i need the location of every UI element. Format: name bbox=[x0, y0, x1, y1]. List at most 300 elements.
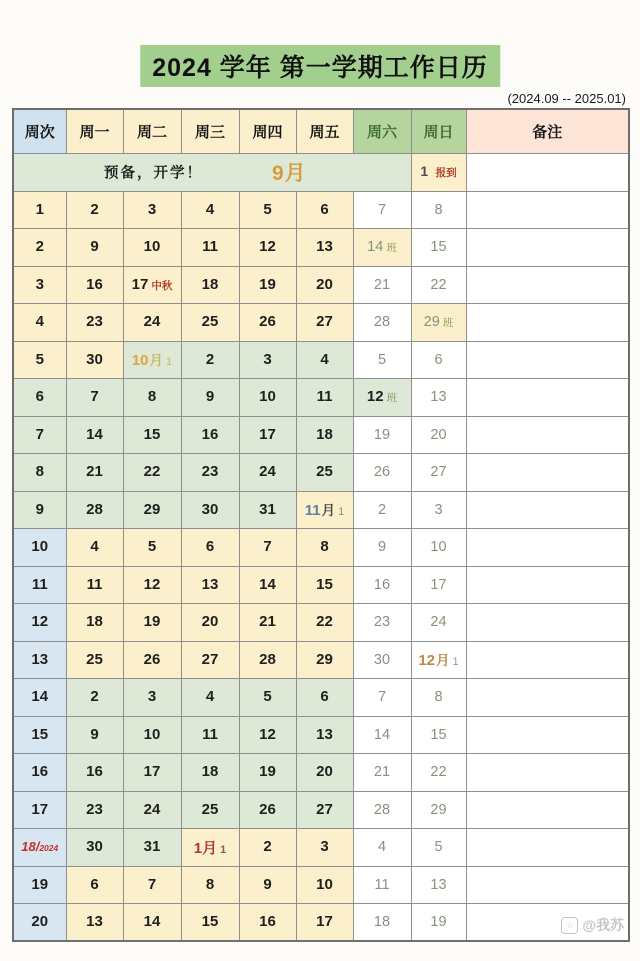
day-cell bbox=[239, 679, 296, 717]
cell-text: 25 bbox=[316, 463, 333, 481]
cell-text: 30 bbox=[201, 500, 219, 518]
day-cell bbox=[66, 829, 123, 867]
cell-text: 15 bbox=[31, 725, 49, 743]
day-cell bbox=[123, 304, 181, 342]
week-row bbox=[13, 454, 629, 492]
day-cell bbox=[181, 679, 239, 717]
cell-text: 班 bbox=[386, 242, 397, 255]
cell-text: 7 bbox=[35, 425, 44, 443]
cell-text: 13 bbox=[316, 725, 333, 743]
day-cell bbox=[296, 866, 353, 904]
cell-text: 8 bbox=[434, 201, 443, 218]
cell-text: 27 bbox=[316, 800, 333, 818]
day-cell bbox=[66, 529, 123, 567]
cell-text: 4 bbox=[377, 839, 387, 856]
day-cell bbox=[181, 604, 239, 642]
cell-text: 4 bbox=[205, 688, 215, 706]
remark-cell bbox=[466, 491, 629, 529]
cell-text: 20 bbox=[201, 613, 219, 631]
week-row bbox=[13, 341, 629, 379]
day-cell bbox=[411, 416, 466, 454]
watermark bbox=[561, 915, 624, 935]
week-row bbox=[13, 229, 629, 267]
day-cell bbox=[411, 454, 466, 492]
remark-cell bbox=[466, 566, 629, 604]
day-cell bbox=[181, 229, 239, 267]
cell-text: 29 bbox=[430, 801, 447, 818]
cell-text: 7 bbox=[263, 538, 272, 556]
cell-text: 3 bbox=[147, 688, 157, 706]
day-cell bbox=[296, 529, 353, 567]
cell-text: 17 bbox=[316, 913, 333, 930]
cell-text: 5 bbox=[147, 538, 157, 556]
day-cell bbox=[123, 866, 181, 904]
day-cell bbox=[239, 641, 296, 679]
remark-cell bbox=[466, 829, 629, 867]
day-cell bbox=[353, 904, 411, 942]
day-cell bbox=[296, 191, 353, 229]
day-cell bbox=[239, 904, 296, 942]
day-cell bbox=[353, 454, 411, 492]
week-row bbox=[13, 829, 629, 867]
cell-text: 4 bbox=[35, 313, 44, 331]
day-cell bbox=[181, 304, 239, 342]
cell-text: 23 bbox=[86, 800, 103, 818]
day-cell bbox=[239, 304, 296, 342]
week-number-cell bbox=[13, 754, 66, 792]
day-cell bbox=[239, 379, 296, 417]
cell-text: 16 bbox=[201, 425, 219, 443]
cell-text: 8 bbox=[434, 689, 443, 706]
day-cell bbox=[411, 379, 466, 417]
header-monday: 周一 bbox=[66, 109, 123, 153]
week-row bbox=[13, 904, 629, 942]
week-row bbox=[13, 566, 629, 604]
cell-text: 11 bbox=[202, 725, 218, 743]
cell-text: 2 bbox=[35, 238, 44, 256]
cell-text: 17 bbox=[430, 576, 447, 593]
cell-text: 20 bbox=[316, 763, 333, 781]
day-cell bbox=[181, 754, 239, 792]
remark-cell bbox=[466, 229, 629, 267]
day-cell bbox=[66, 641, 123, 679]
day-cell bbox=[123, 566, 181, 604]
cell-text: 18 bbox=[316, 425, 333, 443]
remark-cell bbox=[466, 304, 629, 342]
cell-text: 9 bbox=[263, 875, 272, 893]
header-sunday: 周日 bbox=[411, 109, 466, 153]
cell-text: 27 bbox=[316, 313, 333, 331]
week-number-cell bbox=[13, 866, 66, 904]
cell-text: 21 bbox=[373, 764, 391, 781]
cell-text: 14 bbox=[367, 239, 384, 256]
cell-text: 20 bbox=[316, 275, 333, 293]
cell-text: 30 bbox=[86, 350, 103, 368]
remark-cell bbox=[466, 341, 629, 379]
cell-text: 7 bbox=[377, 689, 387, 706]
watermark-logo-icon: ☆ bbox=[561, 917, 578, 934]
week-row bbox=[13, 679, 629, 717]
cell-text: 1 bbox=[452, 656, 459, 669]
week-number-cell bbox=[13, 904, 66, 942]
day-cell bbox=[66, 604, 123, 642]
header-wednesday: 周三 bbox=[181, 109, 239, 153]
day-cell bbox=[181, 904, 239, 942]
header-remark: 备注 bbox=[466, 109, 629, 153]
cell-text: 中秋 bbox=[151, 279, 173, 292]
cell-text: 9 bbox=[90, 238, 99, 256]
cell-text: 18/ bbox=[21, 839, 40, 855]
day-cell bbox=[411, 604, 466, 642]
cell-text: 2024 bbox=[39, 843, 59, 854]
cell-text: 27 bbox=[201, 650, 219, 668]
cell-text: 13 bbox=[430, 389, 447, 406]
cell-text: 21 bbox=[373, 276, 391, 293]
day-cell bbox=[239, 791, 296, 829]
day-cell bbox=[66, 754, 123, 792]
day-cell bbox=[123, 266, 181, 304]
week-number-cell bbox=[13, 566, 66, 604]
day-cell bbox=[353, 529, 411, 567]
day-cell bbox=[411, 229, 466, 267]
day-cell bbox=[66, 791, 123, 829]
day-cell bbox=[181, 341, 239, 379]
week-row bbox=[13, 716, 629, 754]
day-cell bbox=[66, 341, 123, 379]
week-row bbox=[13, 191, 629, 229]
cell-text: 15 bbox=[201, 913, 219, 930]
remark-cell bbox=[466, 866, 629, 904]
remark-cell bbox=[466, 679, 629, 717]
cell-text: 16 bbox=[31, 763, 49, 781]
remark-cell bbox=[466, 191, 629, 229]
day-cell bbox=[239, 604, 296, 642]
day-cell bbox=[123, 191, 181, 229]
cell-text: 10 bbox=[143, 238, 161, 256]
cell-text: 7 bbox=[90, 388, 99, 406]
cell-text: 25 bbox=[86, 650, 103, 668]
cell-text: 28 bbox=[86, 500, 103, 518]
semester-start-label: 预备，开学！ bbox=[104, 165, 203, 182]
cell-text: 22 bbox=[430, 276, 447, 293]
cell-text: 24 bbox=[430, 614, 447, 631]
header-row bbox=[13, 109, 629, 153]
cell-text: 13 bbox=[201, 575, 219, 593]
week-row bbox=[13, 604, 629, 642]
day-cell bbox=[239, 191, 296, 229]
cell-text: 13 bbox=[31, 650, 49, 668]
day-cell bbox=[181, 454, 239, 492]
cell-text: 2 bbox=[205, 350, 215, 368]
cell-text: 15 bbox=[430, 239, 447, 256]
cell-text: 17 bbox=[259, 425, 276, 443]
cell-text: 26 bbox=[373, 464, 391, 481]
cell-text: 7 bbox=[147, 875, 157, 893]
day-cell bbox=[66, 379, 123, 417]
september-banner-cell bbox=[13, 153, 411, 191]
cell-text: 1 bbox=[166, 356, 173, 369]
day-cell bbox=[66, 866, 123, 904]
cell-text: 15 bbox=[143, 425, 161, 443]
week-number-cell bbox=[13, 341, 66, 379]
remark-cell bbox=[466, 716, 629, 754]
cell-text: 19 bbox=[430, 914, 447, 930]
cell-text: 9 bbox=[377, 539, 387, 556]
week-number-cell bbox=[13, 791, 66, 829]
remark-cell bbox=[466, 529, 629, 567]
day-cell bbox=[239, 491, 296, 529]
cell-text: 12 bbox=[31, 613, 49, 631]
cell-text: 20 bbox=[31, 913, 49, 930]
cell-text: 10 bbox=[31, 538, 49, 556]
date-range-subtitle: (2024.09 -- 2025.01) bbox=[507, 91, 626, 106]
day-cell bbox=[296, 791, 353, 829]
day-cell bbox=[123, 379, 181, 417]
cell-text: 26 bbox=[259, 800, 276, 818]
day-cell bbox=[239, 529, 296, 567]
week-number-cell bbox=[13, 191, 66, 229]
day-cell bbox=[123, 679, 181, 717]
cell-text: 11 bbox=[202, 238, 218, 256]
week-row bbox=[13, 791, 629, 829]
day-cell bbox=[66, 716, 123, 754]
day-cell bbox=[66, 304, 123, 342]
page-title: 2024 学年 第一学期工作日历 bbox=[140, 45, 500, 87]
cell-text: 16 bbox=[259, 913, 276, 930]
remark-cell bbox=[466, 641, 629, 679]
day-cell bbox=[66, 904, 123, 942]
cell-text: 4 bbox=[320, 350, 329, 368]
week-row bbox=[13, 266, 629, 304]
day-cell bbox=[123, 791, 181, 829]
day-cell bbox=[123, 529, 181, 567]
day-cell bbox=[181, 866, 239, 904]
cell-text: 3 bbox=[320, 838, 329, 856]
cell-text: 9 bbox=[35, 500, 44, 518]
remark-cell bbox=[466, 454, 629, 492]
day-cell bbox=[296, 904, 353, 942]
cell-text: 16 bbox=[373, 576, 391, 593]
week-number-cell bbox=[13, 829, 66, 867]
day-cell bbox=[353, 491, 411, 529]
day-cell bbox=[239, 829, 296, 867]
day-cell bbox=[296, 491, 353, 529]
cell-text: 12 bbox=[366, 388, 384, 406]
cell-text: 31 bbox=[143, 838, 161, 856]
day-cell bbox=[296, 454, 353, 492]
cell-text: 18 bbox=[373, 914, 391, 930]
cell-text: 31 bbox=[259, 500, 276, 518]
day-cell bbox=[66, 491, 123, 529]
week-number-cell bbox=[13, 529, 66, 567]
cell-text: 8 bbox=[320, 538, 329, 556]
day-cell bbox=[123, 341, 181, 379]
cell-text: 6 bbox=[320, 200, 329, 218]
cell-text: 12 bbox=[259, 725, 276, 743]
cell-text: 13 bbox=[86, 913, 103, 930]
cell-text: 7 bbox=[377, 201, 387, 218]
cell-text: 10 bbox=[430, 539, 447, 556]
week-number-cell bbox=[13, 266, 66, 304]
day-cell bbox=[296, 604, 353, 642]
cell-text: 1 bbox=[220, 843, 227, 856]
cell-text: 27 bbox=[430, 464, 447, 481]
header-saturday: 周六 bbox=[353, 109, 411, 153]
day-cell bbox=[66, 416, 123, 454]
cell-text: 15 bbox=[430, 726, 447, 743]
cell-text: 6 bbox=[205, 538, 215, 556]
day-cell bbox=[296, 304, 353, 342]
day-cell bbox=[296, 641, 353, 679]
cell-text: 月 bbox=[149, 353, 164, 369]
cell-text: 23 bbox=[86, 313, 103, 331]
cell-text: 9 bbox=[205, 388, 215, 406]
week-number-cell bbox=[13, 716, 66, 754]
week-number-cell bbox=[13, 604, 66, 642]
cell-text: 月 bbox=[321, 503, 336, 519]
cell-text: 28 bbox=[373, 314, 391, 331]
week-row bbox=[13, 529, 629, 567]
cell-text: 20 bbox=[430, 426, 447, 443]
day-cell bbox=[296, 229, 353, 267]
cell-text: 8 bbox=[35, 463, 44, 481]
header-thursday: 周四 bbox=[239, 109, 296, 153]
day-cell bbox=[181, 529, 239, 567]
cell-text: 30 bbox=[373, 651, 391, 668]
day-cell bbox=[353, 191, 411, 229]
day-cell bbox=[239, 754, 296, 792]
cell-text: 19 bbox=[259, 763, 276, 781]
cell-text: 11 bbox=[304, 502, 321, 520]
cell-text: 25 bbox=[201, 800, 219, 818]
day-cell bbox=[296, 716, 353, 754]
day-cell bbox=[296, 341, 353, 379]
week-number-cell bbox=[13, 416, 66, 454]
cell-text: 3 bbox=[35, 275, 44, 293]
day-cell bbox=[123, 229, 181, 267]
remark-cell bbox=[466, 153, 629, 191]
day-cell bbox=[66, 191, 123, 229]
day-cell bbox=[181, 379, 239, 417]
cell-text: 18 bbox=[201, 763, 219, 781]
day-cell bbox=[411, 191, 466, 229]
day-cell bbox=[296, 679, 353, 717]
week-row bbox=[13, 304, 629, 342]
cell-text: 18 bbox=[201, 275, 219, 293]
day-cell bbox=[411, 791, 466, 829]
cell-text: 13 bbox=[430, 876, 447, 893]
cell-text: 19 bbox=[143, 613, 161, 631]
day-cell bbox=[353, 566, 411, 604]
remark-cell bbox=[466, 754, 629, 792]
day-cell bbox=[239, 716, 296, 754]
cell-text: 6 bbox=[320, 688, 329, 706]
cell-text: 11 bbox=[86, 575, 103, 593]
cell-text: 8 bbox=[205, 875, 215, 893]
cell-text: 12 bbox=[259, 238, 276, 256]
day-cell bbox=[66, 566, 123, 604]
day-cell bbox=[411, 754, 466, 792]
cell-text: 6 bbox=[35, 388, 44, 406]
cell-text: 26 bbox=[259, 313, 276, 331]
day-cell bbox=[296, 829, 353, 867]
cell-text: 5 bbox=[434, 839, 443, 856]
cell-text: 19 bbox=[31, 875, 49, 893]
cell-text: 3 bbox=[434, 501, 443, 518]
day-cell bbox=[123, 454, 181, 492]
cell-text: 29 bbox=[423, 314, 440, 331]
cell-text: 17 bbox=[143, 763, 161, 781]
day-cell bbox=[353, 229, 411, 267]
cell-text: 3 bbox=[263, 350, 272, 368]
cell-text: 17 bbox=[31, 800, 49, 818]
day-cell bbox=[353, 604, 411, 642]
cell-text: 1 bbox=[338, 506, 345, 519]
day-cell bbox=[123, 416, 181, 454]
week-number-cell bbox=[13, 641, 66, 679]
day-cell bbox=[353, 791, 411, 829]
week-number-cell bbox=[13, 304, 66, 342]
day-cell bbox=[353, 716, 411, 754]
calendar-body bbox=[13, 153, 629, 941]
cell-text: 29 bbox=[143, 500, 161, 518]
cell-text: 24 bbox=[259, 463, 276, 481]
cell-text: 月 bbox=[436, 653, 450, 669]
day-cell bbox=[411, 679, 466, 717]
week-number-cell bbox=[13, 454, 66, 492]
semester-calendar-table bbox=[12, 108, 630, 942]
day-cell bbox=[411, 904, 466, 942]
day-cell bbox=[353, 304, 411, 342]
cell-text: 5 bbox=[35, 350, 44, 368]
day-cell bbox=[353, 341, 411, 379]
header-friday: 周五 bbox=[296, 109, 353, 153]
cell-text: 23 bbox=[373, 614, 391, 631]
remark-cell bbox=[466, 266, 629, 304]
cell-text: 10 bbox=[316, 875, 333, 893]
cell-text: 6 bbox=[90, 875, 99, 893]
day-cell bbox=[411, 304, 466, 342]
cell-text: 11 bbox=[374, 876, 390, 893]
day-cell bbox=[181, 416, 239, 454]
cell-text: 21 bbox=[86, 463, 103, 481]
cell-text: 14 bbox=[143, 913, 161, 930]
cell-text: 26 bbox=[143, 650, 161, 668]
day-cell bbox=[66, 229, 123, 267]
day-cell bbox=[411, 829, 466, 867]
day-cell bbox=[181, 791, 239, 829]
day-cell bbox=[181, 266, 239, 304]
cell-text: 15 bbox=[316, 575, 333, 593]
cell-text: 16 bbox=[86, 763, 103, 781]
cell-text: 11 bbox=[31, 575, 48, 593]
day-cell bbox=[181, 566, 239, 604]
cell-text: 17 bbox=[131, 275, 149, 293]
day-cell bbox=[353, 641, 411, 679]
week-number-cell bbox=[13, 379, 66, 417]
day-cell bbox=[296, 266, 353, 304]
cell-text: 2 bbox=[377, 501, 387, 518]
week-row bbox=[13, 866, 629, 904]
day-cell bbox=[239, 416, 296, 454]
day-cell bbox=[181, 829, 239, 867]
day-cell bbox=[296, 566, 353, 604]
report-day-number: 1 bbox=[420, 163, 429, 179]
cell-text: 9 bbox=[90, 725, 99, 743]
day-cell bbox=[239, 566, 296, 604]
cell-text: 19 bbox=[373, 426, 391, 443]
day-cell bbox=[353, 829, 411, 867]
